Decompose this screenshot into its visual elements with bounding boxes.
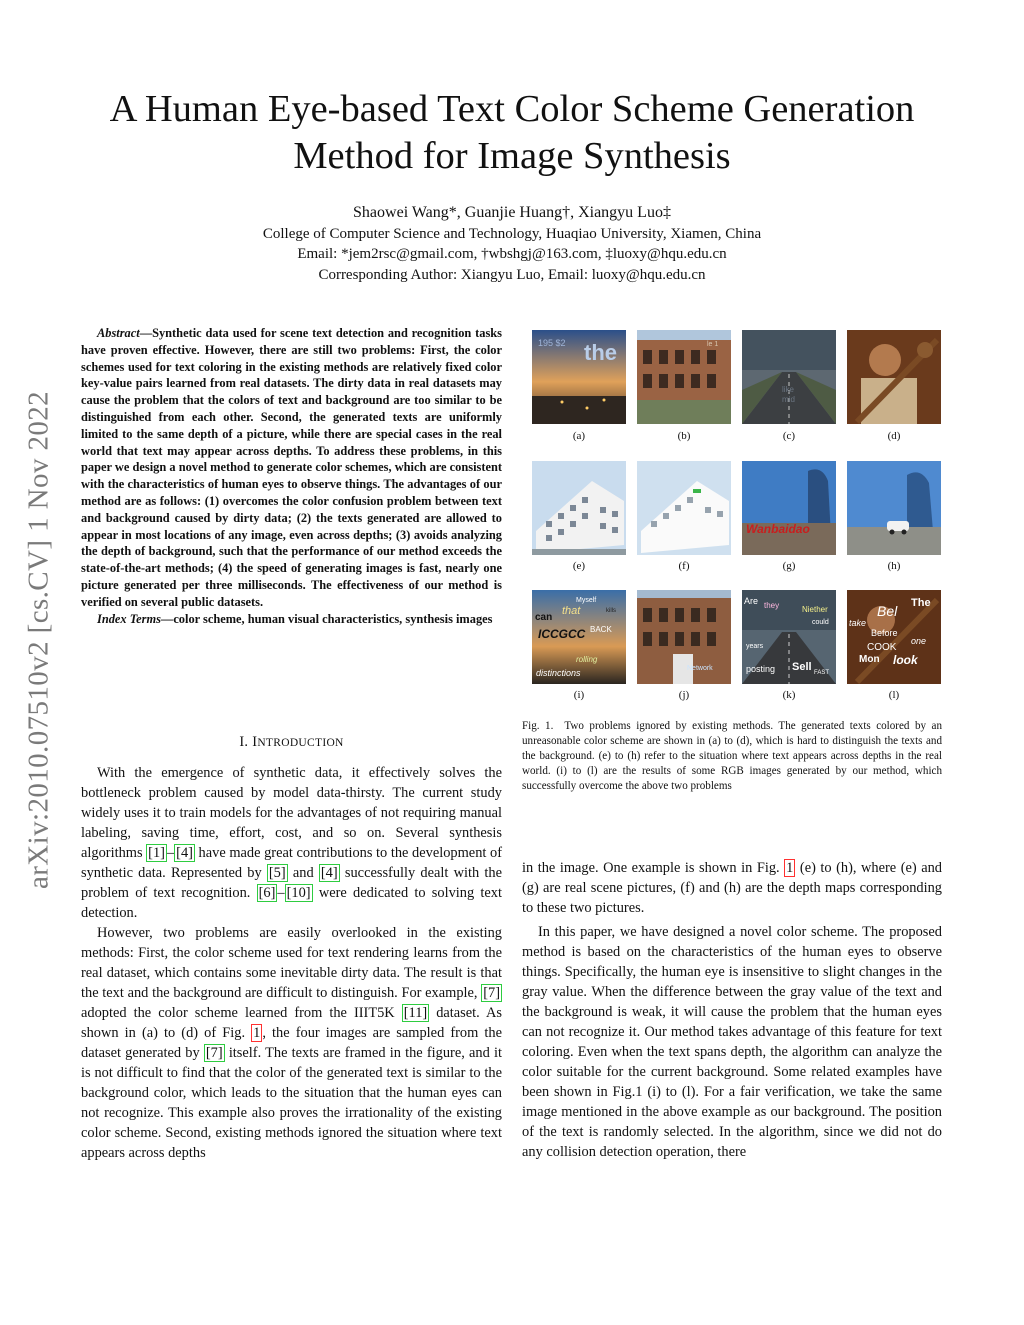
caption-text: Two problems ignored by existing methods. The generated texts colored by an unreasonable color scheme are shown in (a) to (d), which is hard to distinguish the texts and the background. (e) to (h) refer to the situation where text appears across depths in the real world. (i) to (l) are the results of some RGB images generated by our method, which successfully overcome the above two problems	[522, 720, 943, 792]
overlay-text: posting	[746, 664, 776, 674]
right-paragraph-1: in the image. One example is shown in Fig. 1 (e) to (h), where (e) and (g) are real scene pictures, (f) and (h) are the depth maps corresponding to these two pictures.	[522, 860, 942, 916]
author-names: Shaowei Wang*, Guanjie Huang†, Xiangyu Luo‡	[353, 204, 671, 221]
overlay-text: Niether	[802, 605, 828, 614]
overlay-text: Before	[871, 628, 898, 638]
index-terms	[81, 611, 502, 628]
figure-label: (j)	[678, 689, 690, 701]
intro-paragraph-2: However, two problems are easily overlooked in the existing methods: First, the color scheme used for text rendering learns from the real dataset, which contains some inevitable dirty data. The result is that the text and the background are difficult to distinguish. For example, [7] adopted the color scheme learned from the IIIT5K [11] dataset. As shown in (a) to (d) of Fig. 1 , the four images are sampled from the dataset generated by [7] itself. The texts are framed in the figure, and it is not difficult to find that the color of the generated text is similar to the background color, which leads to the situation that the human eyes can not recognize. This example also proves the irrationality of the existing color scheme. Second, existing methods ignored the situation where text appears across depths	[81, 925, 502, 1161]
overlay-text: BACK	[590, 625, 612, 634]
overlay-text: rolling	[576, 655, 598, 664]
overlay-text: le 1	[707, 341, 719, 348]
figure-1	[522, 330, 942, 705]
caption-label: Fig. 1.	[522, 720, 554, 732]
corresponding-author: Corresponding Author: Xiangyu Luo, Email: luoxy@hqu.edu.cn	[318, 266, 706, 283]
figure-caption	[522, 719, 942, 794]
section-numeral: I. I	[239, 734, 258, 750]
figure-link[interactable]: 1	[786, 860, 794, 876]
overlay-text: COOK	[867, 642, 897, 653]
emails: Email: *jem2rsc@gmail.com, †wbshgj@163.com, ‡luoxy@hqu.edu.cn	[297, 246, 727, 262]
paper-title	[60, 86, 964, 180]
figure-image-f	[637, 461, 731, 555]
intro-paragraph-1: With the emergence of synthetic data, it effectively solves the bottleneck problem caused by model data-thirsty. The current study widely uses it to train models for the advantages of not requiring manual labeling, saving time, effort, cost, and so on. Several synthesis algorithms [1] – [4] have made great contributions to the development of synthetic data. Represented by [5] and [4] successfully dealt with the problem of text recognition. [6] – [10] were dedicated to solving text detection.	[81, 765, 502, 921]
intro-right-column	[522, 858, 942, 1162]
figure-image-e	[532, 461, 626, 555]
title-line-1: A Human Eye-based Text Color Scheme Generation	[109, 88, 915, 130]
citation-link[interactable]: [5]	[268, 865, 286, 881]
overlay-text: Myself	[576, 597, 597, 604]
overlay-text: years	[746, 643, 764, 650]
overlay-text: they	[764, 601, 780, 610]
overlay-text: one	[911, 636, 927, 646]
overlay-text: could	[812, 619, 829, 626]
intro-left-column	[81, 763, 502, 1163]
section-name: NTRODUCTION	[257, 737, 344, 749]
overlay-text: Network	[687, 665, 713, 672]
figure-label: (c)	[782, 430, 796, 442]
affiliation: College of Computer Science and Technology, Huaqiao University, Xiamen, China	[262, 225, 762, 242]
overlay-text: the	[584, 340, 617, 365]
figure-label: (g)	[782, 560, 796, 572]
arxiv-sidebar	[16, 350, 62, 930]
overlay-text: like	[782, 385, 795, 394]
citation-link[interactable]: [11]	[403, 1005, 428, 1021]
figure-image-j	[637, 590, 731, 684]
citation-link[interactable]: [7]	[205, 1045, 223, 1061]
overlay-text: kills	[606, 608, 616, 614]
abstract-text: —Synthetic data used for scene text detection and recognition tasks have proven effective. However, there are still two problems: First, the color schemes used for text coloring in the existing methods are relatively fixed color key-value pairs learned from real datasets. The dirty data in real datasets may cause the problem that the colors of text and background are too similar to be distinguished from each other. Second, the generated texts are uniformly limited to the same depth of a picture, while there are special cases in the real world that text may appear across depths. To address these problems, in this paper we design a novel method to generate color schemes, which are consistent with the characteristics of human eyes to observe things. The advantages of our method are as follows: (1) overcomes the color confusion problem between text and background caused by dirty data; (2) the texts generated are allowed to appear in most locations of any image, even across depths; (3) avoids analyzing the depth of background, such that the performance of our method exceeds the state-of-the-art methods; (4) the speed of generating images is fast, nearly one picture generated per three milliseconds. The effectiveness of our method is verified on several public datasets.	[81, 326, 502, 609]
figure-label: (e)	[572, 560, 586, 572]
overlay-text: Are	[744, 596, 759, 606]
citation-link[interactable]: [1]	[148, 845, 165, 861]
overlay-text: take	[849, 618, 867, 628]
figure-image-k	[742, 590, 836, 684]
overlay-text: Mon	[859, 654, 880, 665]
title-line-2: Method for Image Synthesis	[293, 135, 731, 177]
overlay-text: 195 $2	[538, 338, 566, 348]
overlay-text: ICCGCC	[538, 627, 586, 641]
index-terms-label: Index Terms	[97, 611, 161, 626]
citation-link[interactable]: [4]	[176, 845, 193, 861]
abstract-label: Abstract	[97, 326, 140, 340]
overlay-text: look	[893, 653, 918, 667]
abstract-paragraph	[81, 325, 502, 611]
overlay-text: distinctions	[536, 668, 581, 678]
arxiv-identifier: arXiv:2010.07510v2 [cs.CV] 1 Nov 2022	[22, 390, 55, 890]
figure-label: (k)	[782, 689, 796, 701]
overlay-text: can	[535, 612, 553, 623]
overlay-text: The	[911, 597, 931, 609]
author-block	[60, 203, 964, 285]
overlay-text: that	[562, 605, 581, 617]
overlay-text: Bel	[877, 603, 898, 619]
figure-label: (h)	[887, 560, 901, 572]
figure-link[interactable]: 1	[253, 1025, 261, 1041]
figure-image-a	[532, 330, 626, 424]
figure-label: (i)	[573, 689, 585, 701]
index-terms-text: —color scheme, human visual characteristics, synthesis images	[160, 611, 493, 626]
figure-label: (f)	[678, 560, 690, 572]
citation-link[interactable]: [6]	[258, 885, 276, 901]
figure-image-h	[847, 461, 941, 555]
figure-label: (l)	[888, 689, 900, 701]
overlay-text: FAST	[814, 670, 830, 676]
abstract	[81, 325, 502, 627]
citation-link[interactable]: [7]	[483, 985, 500, 1001]
figure-label: (d)	[887, 430, 901, 442]
overlay-text: mid	[782, 395, 795, 404]
overlay-text: Wanbaidao	[746, 522, 810, 536]
citation-link[interactable]: [10]	[286, 885, 311, 901]
figure-image-c	[742, 330, 836, 424]
figure-image-l	[847, 590, 941, 684]
figure-label: (b)	[677, 430, 691, 442]
figure-image-d	[847, 330, 941, 424]
overlay-text: Sell	[792, 661, 812, 673]
figure-image-g	[742, 461, 836, 555]
right-paragraph-2: In this paper, we have designed a novel color scheme. The proposed method is based on the characteristics of the human eyes to observe things. Specifically, the human eye is insensitive to slight changes in the gray value. When the difference between the gray value of the text and the background is weak, it will cause the problem that the human eyes can not recognize it. Our method takes advantage of this feature for text coloring. Even when the text spans depth, the algorithm can analyze the color suitable for the current background. Some related examples have been shown in Fig.1 (i) to (l). For a fair verification, we take the same image mentioned in the above example as our background. The position of the text is randomly selected. In the algorithm, since we did not do any collision detection operation, there	[522, 924, 942, 1160]
section-heading-introduction	[81, 734, 502, 751]
figure-label: (a)	[572, 430, 586, 442]
figure-image-i	[532, 590, 626, 684]
figure-image-b	[637, 330, 731, 424]
citation-link[interactable]: [4]	[320, 865, 338, 881]
